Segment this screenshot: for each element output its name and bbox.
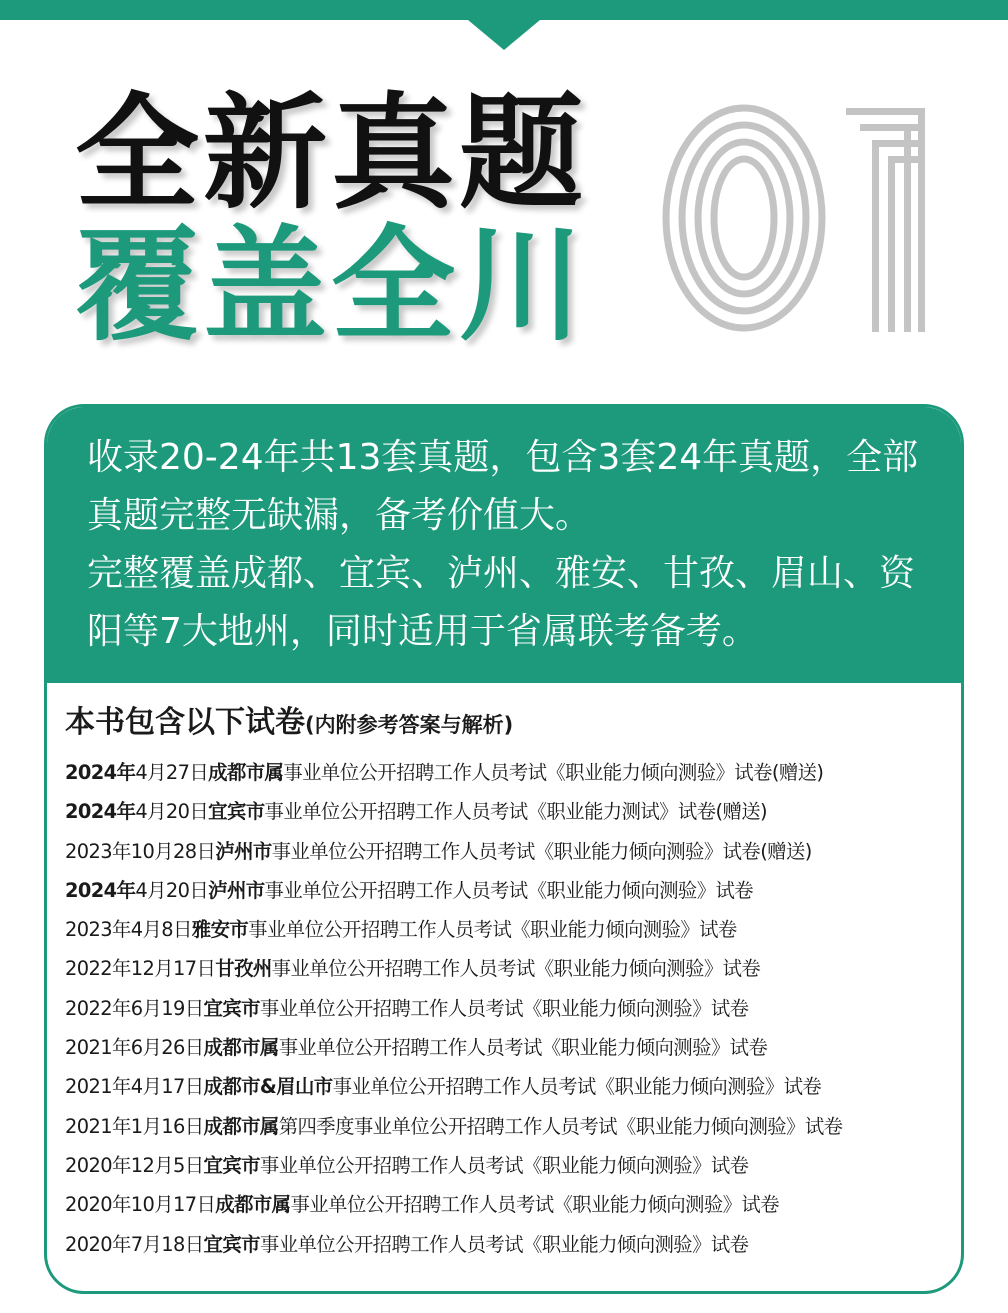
intro-paragraph-1: 收录20-24年共13套真题，包含3套24年真题，全部真题完整无缺漏，备考价值大。: [87, 437, 919, 536]
paper-date: 4月20日: [135, 800, 209, 824]
list-heading-title: 本书包含以下试卷: [65, 705, 305, 740]
paper-list: [65, 753, 955, 1264]
paper-item: [65, 753, 955, 792]
paper-title: 事业单位公开招聘工作人员考试《职业能力倾向测验》试卷: [259, 1232, 749, 1256]
paper-title: 事业单位公开招聘工作人员考试《职业能力倾向测验》试卷: [248, 918, 737, 942]
paper-title: 事业单位公开招聘工作人员考试《职业能力倾向测验》试卷: [264, 878, 754, 902]
paper-item: [65, 832, 955, 871]
paper-region: 宜宾市: [208, 800, 265, 824]
paper-item: [65, 910, 955, 949]
intro-text: [87, 429, 937, 661]
paper-item: [65, 792, 955, 831]
paper-region: 泸州市: [208, 878, 265, 902]
paper-region: 成都市属: [203, 1114, 279, 1138]
headline-line-2: 覆盖全川: [75, 214, 588, 358]
paper-item: [65, 1107, 955, 1146]
paper-region: 成都市属: [215, 1193, 291, 1217]
paper-region: 宜宾市: [203, 1153, 260, 1177]
intro-panel: [47, 407, 961, 683]
paper-date-year-bold: 2024年: [65, 800, 136, 824]
paper-region: 雅安市: [191, 918, 249, 942]
paper-title: 事业单位公开招聘工作人员考试《职业能力倾向测验》试卷: [332, 1075, 822, 1099]
paper-title: 事业单位公开招聘工作人员考试《职业能力倾向测验》试卷: [278, 1036, 768, 1060]
paper-date: 2022年12月17日: [65, 957, 216, 981]
list-heading-note: (内附参考答案与解析): [305, 713, 514, 737]
paper-title: 事业单位公开招聘工作人员考试《职业能力倾向测验》试卷(赠送): [283, 761, 824, 784]
section-number-01: [660, 100, 940, 340]
paper-list-heading: [65, 703, 955, 745]
paper-item: [65, 1185, 955, 1224]
paper-title: 事业单位公开招聘工作人员考试《职业能力倾向测验》试卷: [271, 957, 761, 981]
paper-item: [65, 949, 955, 988]
top-notch-arrow: [468, 20, 540, 50]
paper-date-year-bold: 2024年: [65, 878, 136, 902]
paper-region: 成都市属: [208, 761, 284, 784]
top-accent-bar: [0, 0, 1008, 20]
paper-date: 2020年7月18日: [65, 1232, 204, 1256]
paper-date: 2023年4月8日: [65, 918, 192, 942]
paper-title: 事业单位公开招聘工作人员考试《职业能力倾向测验》试卷(赠送): [271, 839, 812, 863]
paper-title: 事业单位公开招聘工作人员考试《职业能力测试》试卷(赠送): [264, 800, 768, 824]
paper-region: 泸州市: [215, 839, 272, 863]
paper-title: 事业单位公开招聘工作人员考试《职业能力倾向测验》试卷: [259, 996, 749, 1020]
paper-date: 2020年12月5日: [65, 1153, 204, 1177]
paper-date: 4月20日: [135, 878, 209, 902]
paper-region: 成都市&眉山市: [203, 1075, 333, 1099]
paper-date: 4月27日: [135, 761, 209, 784]
paper-item: [65, 1225, 955, 1264]
paper-region: 甘孜州: [215, 957, 272, 981]
paper-item: [65, 871, 955, 910]
paper-date: 2023年10月28日: [65, 839, 216, 863]
intro-paragraph-2: 完整覆盖成都、宜宾、泸州、雅安、甘孜、眉山、资阳等7大地州，同时适用于省属联考备考。: [87, 553, 916, 652]
paper-region: 成都市属: [203, 1036, 279, 1060]
paper-item: [65, 989, 955, 1028]
headline-line-1: 全新真题: [75, 82, 588, 226]
paper-item: [65, 1067, 955, 1106]
paper-date: 2020年10月17日: [65, 1193, 216, 1217]
paper-region: 宜宾市: [203, 1232, 260, 1256]
content-card: [44, 404, 964, 1294]
paper-date-year-bold: 2024年: [65, 761, 136, 784]
paper-date: 2021年6月26日: [65, 1036, 204, 1060]
paper-region: 宜宾市: [203, 996, 260, 1020]
paper-date: 2021年4月17日: [65, 1075, 204, 1099]
paper-title: 第四季度事业单位公开招聘工作人员考试《职业能力倾向测验》试卷: [278, 1114, 843, 1138]
paper-title: 事业单位公开招聘工作人员考试《职业能力倾向测验》试卷: [259, 1153, 749, 1177]
paper-title: 事业单位公开招聘工作人员考试《职业能力倾向测验》试卷: [290, 1193, 780, 1217]
paper-date: 2021年1月16日: [65, 1114, 204, 1138]
paper-date: 2022年6月19日: [65, 996, 204, 1020]
paper-item: [65, 1028, 955, 1067]
paper-item: [65, 1146, 955, 1185]
paper-list-section: [65, 703, 955, 1264]
